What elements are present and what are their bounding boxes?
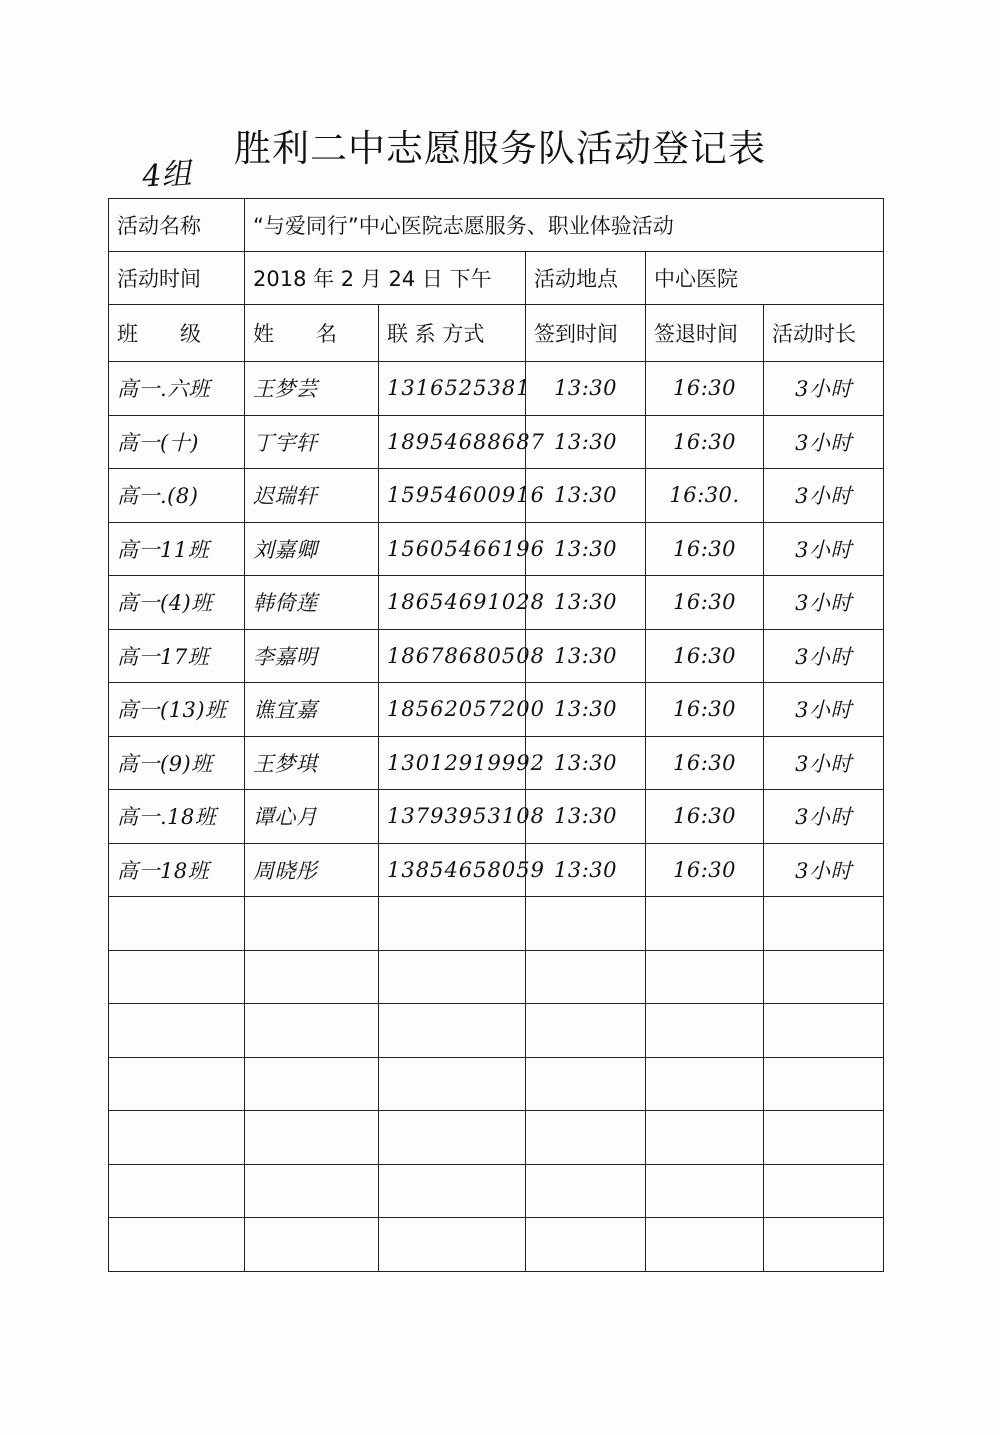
duration-cell: 3小时 — [764, 629, 884, 683]
signin-cell: 13:30 — [526, 522, 646, 576]
duration-cell: 3小时 — [764, 522, 884, 576]
class-cell: 高一.18班 — [109, 790, 245, 844]
column-header-row — [109, 305, 884, 362]
blank-cell — [109, 1111, 245, 1165]
blank-cell — [646, 1218, 764, 1272]
blank-cell — [526, 950, 646, 1004]
blank-cell — [109, 1218, 245, 1272]
duration-cell: 3小时 — [764, 362, 884, 416]
col-header-signout: 签退时间 — [646, 305, 764, 362]
class-cell: 高一.六班 — [109, 362, 245, 416]
blank-cell — [245, 1164, 379, 1218]
blank-cell — [764, 950, 884, 1004]
blank-cell — [646, 950, 764, 1004]
blank-cell — [764, 1218, 884, 1272]
signout-cell: 16:30 — [646, 736, 764, 790]
name-cell: 周晓彤 — [245, 843, 379, 897]
name-cell: 李嘉明 — [245, 629, 379, 683]
class-cell: 高一(13)班 — [109, 683, 245, 737]
blank-cell — [764, 897, 884, 951]
phone-cell: 18678680508 — [379, 629, 526, 683]
blank-cell — [379, 1164, 526, 1218]
blank-cell — [109, 1164, 245, 1218]
signin-cell: 13:30 — [526, 736, 646, 790]
blank-cell — [245, 1111, 379, 1165]
signin-cell: 13:30 — [526, 362, 646, 416]
table-row — [109, 683, 884, 737]
blank-row — [109, 950, 884, 1004]
signout-cell: 16:30 — [646, 790, 764, 844]
table-row — [109, 629, 884, 683]
table-row — [109, 469, 884, 523]
table-row — [109, 415, 884, 469]
class-cell: 高一(9)班 — [109, 736, 245, 790]
phone-cell: 18562057200 — [379, 683, 526, 737]
blank-cell — [245, 1218, 379, 1272]
blank-cell — [245, 1004, 379, 1058]
table-row — [109, 790, 884, 844]
col-header-duration: 活动时长 — [764, 305, 884, 362]
blank-cell — [379, 1057, 526, 1111]
signout-cell: 16:30 — [646, 576, 764, 630]
signin-cell: 13:30 — [526, 629, 646, 683]
blank-cell — [526, 1057, 646, 1111]
signout-cell: 16:30 — [646, 629, 764, 683]
blank-cell — [109, 950, 245, 1004]
name-cell: 谯宜嘉 — [245, 683, 379, 737]
name-cell: 刘嘉卿 — [245, 522, 379, 576]
blank-cell — [646, 1111, 764, 1165]
blank-cell — [646, 1164, 764, 1218]
blank-cell — [646, 1057, 764, 1111]
signin-cell: 13:30 — [526, 843, 646, 897]
name-cell: 王梦琪 — [245, 736, 379, 790]
signout-cell: 16:30. — [646, 469, 764, 523]
duration-cell: 3小时 — [764, 576, 884, 630]
signout-cell: 16:30 — [646, 362, 764, 416]
registration-table — [108, 198, 884, 1272]
blank-cell — [526, 1218, 646, 1272]
table-row — [109, 522, 884, 576]
class-cell: 高一(十) — [109, 415, 245, 469]
blank-row — [109, 1164, 884, 1218]
class-cell: 高一(4)班 — [109, 576, 245, 630]
phone-cell: 18954688687 — [379, 415, 526, 469]
blank-cell — [109, 897, 245, 951]
activity-time-row — [109, 252, 884, 305]
phone-cell: 15605466196 — [379, 522, 526, 576]
duration-cell: 3小时 — [764, 415, 884, 469]
blank-row — [109, 1004, 884, 1058]
table-row — [109, 736, 884, 790]
signout-cell: 16:30 — [646, 522, 764, 576]
blank-cell — [764, 1111, 884, 1165]
class-cell: 高一18班 — [109, 843, 245, 897]
blank-cell — [245, 1057, 379, 1111]
table-row — [109, 362, 884, 416]
blank-cell — [526, 1164, 646, 1218]
blank-cell — [379, 950, 526, 1004]
signin-cell: 13:30 — [526, 415, 646, 469]
duration-cell: 3小时 — [764, 843, 884, 897]
blank-cell — [245, 950, 379, 1004]
blank-cell — [379, 1004, 526, 1058]
activity-name-label: 活动名称 — [109, 199, 245, 252]
blank-row — [109, 897, 884, 951]
blank-cell — [646, 1004, 764, 1058]
col-header-class: 班 级 — [109, 305, 245, 362]
name-cell: 迟瑞轩 — [245, 469, 379, 523]
class-cell: 高一11班 — [109, 522, 245, 576]
activity-time-label: 活动时间 — [109, 252, 245, 305]
blank-cell — [526, 1111, 646, 1165]
activity-time-value: 2018 年 2 月 24 日 下午 — [245, 252, 526, 305]
blank-cell — [379, 1111, 526, 1165]
signin-cell: 13:30 — [526, 790, 646, 844]
blank-cell — [764, 1057, 884, 1111]
name-cell: 谭心月 — [245, 790, 379, 844]
blank-cell — [109, 1057, 245, 1111]
signin-cell: 13:30 — [526, 576, 646, 630]
signin-cell: 13:30 — [526, 683, 646, 737]
blank-cell — [526, 897, 646, 951]
duration-cell: 3小时 — [764, 469, 884, 523]
signin-cell: 13:30 — [526, 469, 646, 523]
col-header-name: 姓 名 — [245, 305, 379, 362]
blank-cell — [764, 1164, 884, 1218]
page-title: 胜利二中志愿服务队活动登记表 — [234, 127, 766, 170]
duration-cell: 3小时 — [764, 683, 884, 737]
activity-name-value: “与爱同行”中心医院志愿服务、职业体验活动 — [245, 199, 884, 252]
blank-cell — [764, 1004, 884, 1058]
blank-row — [109, 1111, 884, 1165]
phone-cell: 13793953108 — [379, 790, 526, 844]
name-cell: 王梦芸 — [245, 362, 379, 416]
blank-cell — [379, 1218, 526, 1272]
activity-place-label: 活动地点 — [526, 252, 646, 305]
table-row — [109, 843, 884, 897]
phone-cell: 18654691028 — [379, 576, 526, 630]
col-header-phone: 联 系 方式 — [379, 305, 526, 362]
duration-cell: 3小时 — [764, 736, 884, 790]
table-row — [109, 576, 884, 630]
signout-cell: 16:30 — [646, 843, 764, 897]
name-cell: 韩倚莲 — [245, 576, 379, 630]
blank-row — [109, 1218, 884, 1272]
class-cell: 高一.(8) — [109, 469, 245, 523]
activity-name-row — [109, 199, 884, 252]
class-cell: 高一17班 — [109, 629, 245, 683]
name-cell: 丁宇轩 — [245, 415, 379, 469]
col-header-signin: 签到时间 — [526, 305, 646, 362]
phone-cell: 15954600916 — [379, 469, 526, 523]
blank-cell — [245, 897, 379, 951]
blank-cell — [646, 897, 764, 951]
handwritten-group-mark: 4组 — [141, 156, 193, 195]
blank-row — [109, 1057, 884, 1111]
activity-place-value: 中心医院 — [646, 252, 884, 305]
blank-cell — [379, 897, 526, 951]
phone-cell: 13854658059 — [379, 843, 526, 897]
signout-cell: 16:30 — [646, 683, 764, 737]
phone-cell: 13012919992 — [379, 736, 526, 790]
signout-cell: 16:30 — [646, 415, 764, 469]
duration-cell: 3小时 — [764, 790, 884, 844]
blank-cell — [526, 1004, 646, 1058]
blank-cell — [109, 1004, 245, 1058]
phone-cell: 1316525381 — [379, 362, 526, 416]
